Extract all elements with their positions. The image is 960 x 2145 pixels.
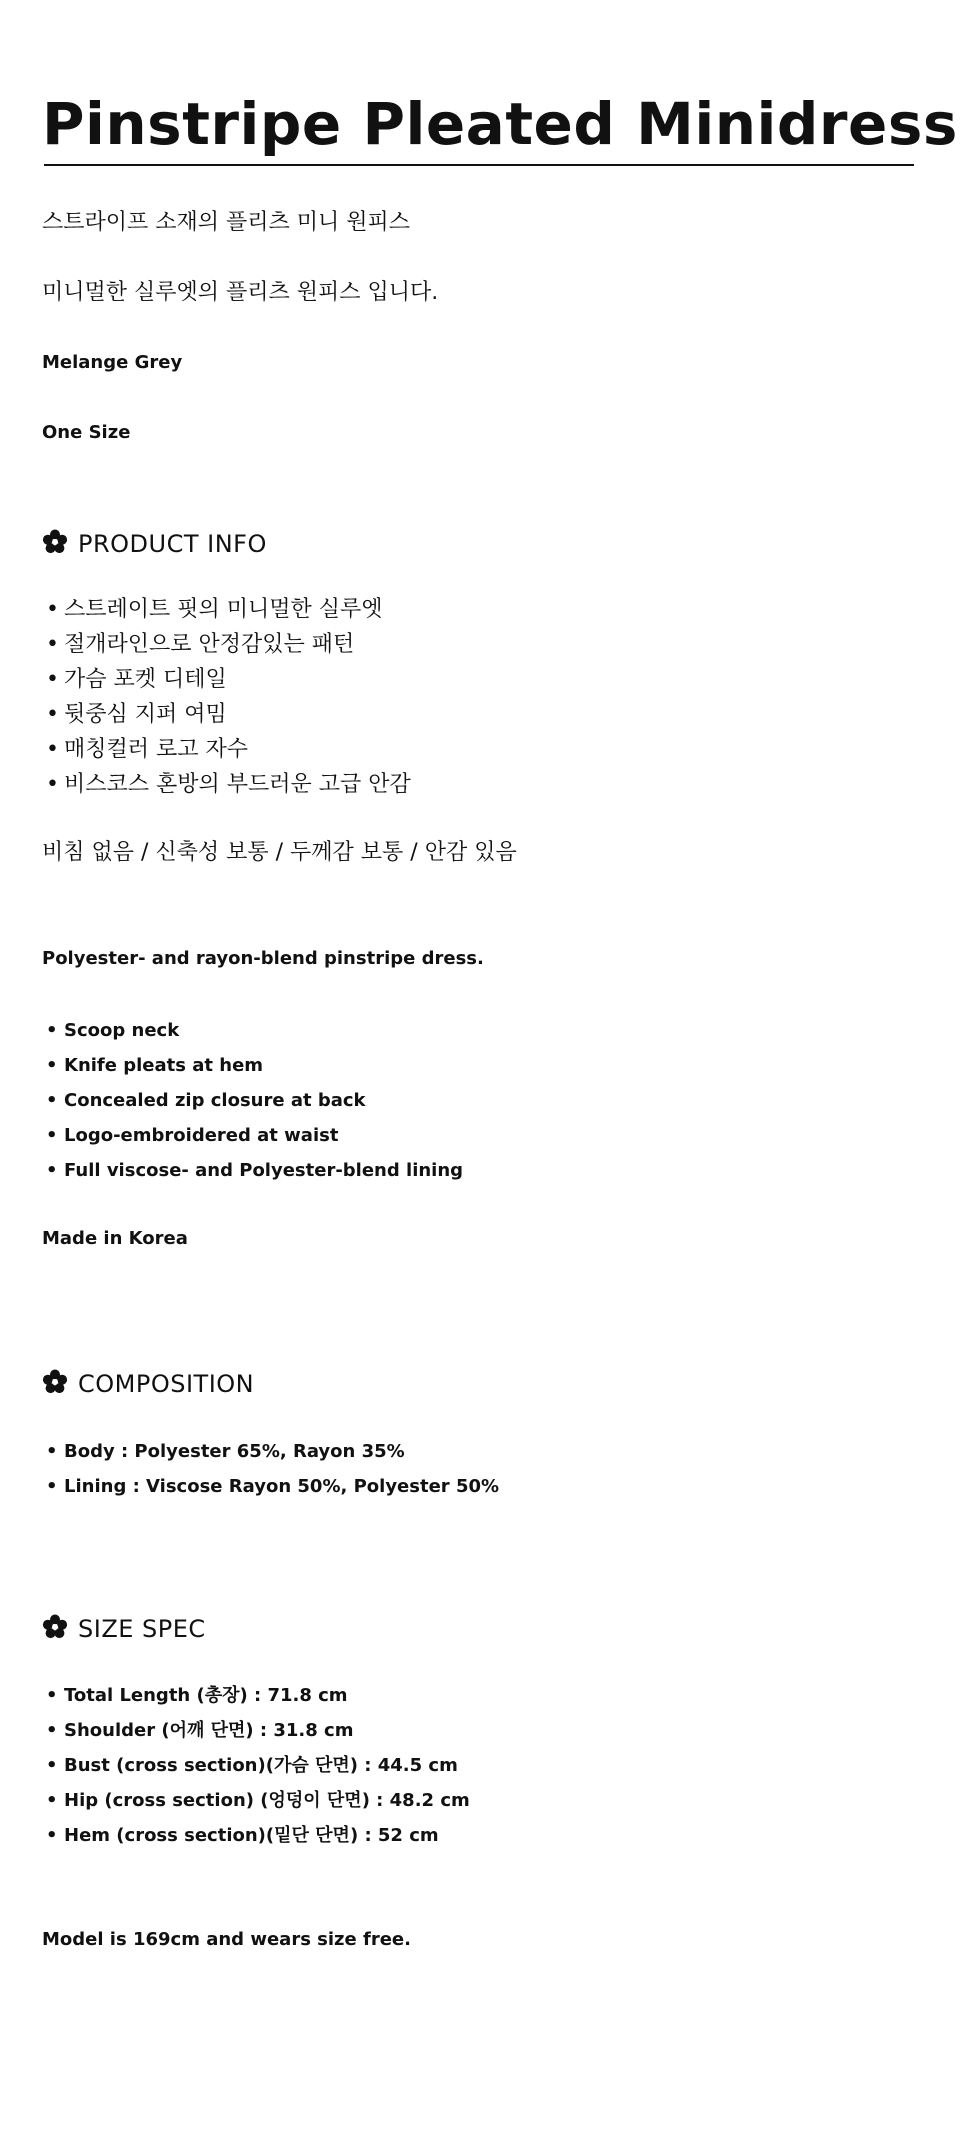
fabric-properties-korean: 비침 없음 / 신축성 보통 / 두께감 보통 / 안감 있음 bbox=[42, 840, 517, 865]
product-info-heading-text: PRODUCT INFO bbox=[78, 530, 267, 558]
description-korean: 미니멀한 실루엣의 플리츠 원피스 입니다. bbox=[42, 280, 439, 305]
origin-text: Made in Korea bbox=[42, 1228, 188, 1249]
bullet: • bbox=[46, 667, 59, 692]
bullet: • bbox=[46, 1790, 58, 1811]
subtitle-korean: 스트라이프 소재의 플리츠 미니 원피스 bbox=[42, 210, 411, 235]
product-info-list-korean bbox=[42, 592, 411, 802]
size-name: One Size bbox=[42, 422, 131, 443]
bullet: • bbox=[46, 1160, 58, 1181]
bullet: • bbox=[46, 597, 59, 622]
bullet: • bbox=[46, 1755, 58, 1776]
bullet: • bbox=[46, 1125, 58, 1146]
bullet: • bbox=[46, 702, 59, 727]
description-english: Polyester- and rayon-blend pinstripe dress. bbox=[42, 948, 484, 969]
list-item: • Scoop neck bbox=[42, 1013, 463, 1048]
bullet: • bbox=[46, 737, 59, 762]
bullet: • bbox=[46, 1020, 58, 1041]
bullet: • bbox=[46, 1720, 58, 1741]
list-item: • Concealed zip closure at back bbox=[42, 1083, 463, 1118]
flower-icon bbox=[42, 1369, 68, 1395]
list-item: • Hip (cross section) (엉덩이 단면) : 48.2 cm bbox=[42, 1783, 470, 1818]
composition-list bbox=[42, 1434, 499, 1504]
bullet: • bbox=[46, 1441, 58, 1462]
bullet: • bbox=[46, 632, 59, 657]
list-item: • Body : Polyester 65%, Rayon 35% bbox=[42, 1434, 499, 1469]
page-title: Pinstripe Pleated Minidress bbox=[42, 90, 958, 158]
list-item: • Full viscose- and Polyester-blend lining bbox=[42, 1153, 463, 1188]
size-spec-heading-text: SIZE SPEC bbox=[78, 1615, 206, 1643]
color-name: Melange Grey bbox=[42, 352, 183, 373]
list-item: • Shoulder (어깨 단면) : 31.8 cm bbox=[42, 1713, 470, 1748]
model-note: Model is 169cm and wears size free. bbox=[42, 1929, 411, 1950]
list-item: • 스트레이트 핏의 미니멀한 실루엣 bbox=[42, 592, 411, 627]
bullet: • bbox=[46, 1055, 58, 1076]
size-spec-heading bbox=[42, 1613, 206, 1645]
list-item: • Lining : Viscose Rayon 50%, Polyester 50% bbox=[42, 1469, 499, 1504]
bullet: • bbox=[46, 772, 59, 797]
product-info-heading bbox=[42, 528, 267, 560]
list-item: • 절개라인으로 안정감있는 패턴 bbox=[42, 627, 411, 662]
bullet: • bbox=[46, 1685, 58, 1706]
list-item: • 매칭컬러 로고 자수 bbox=[42, 732, 411, 767]
flower-icon bbox=[42, 529, 68, 555]
list-item: • 뒷중심 지퍼 여밈 bbox=[42, 697, 411, 732]
list-item: • Logo-embroidered at waist bbox=[42, 1118, 463, 1153]
bullet: • bbox=[46, 1476, 58, 1497]
composition-heading bbox=[42, 1368, 254, 1400]
size-spec-list bbox=[42, 1678, 470, 1853]
list-item: • 가슴 포켓 디테일 bbox=[42, 662, 411, 697]
product-info-list-english bbox=[42, 1013, 463, 1188]
bullet: • bbox=[46, 1825, 58, 1846]
flower-icon bbox=[42, 1614, 68, 1640]
list-item: • 비스코스 혼방의 부드러운 고급 안감 bbox=[42, 767, 411, 802]
list-item: • Bust (cross section)(가슴 단면) : 44.5 cm bbox=[42, 1748, 470, 1783]
list-item: • Total Length (총장) : 71.8 cm bbox=[42, 1678, 470, 1713]
list-item: • Hem (cross section)(밑단 단면) : 52 cm bbox=[42, 1818, 470, 1853]
composition-heading-text: COMPOSITION bbox=[78, 1370, 255, 1398]
list-item: • Knife pleats at hem bbox=[42, 1048, 463, 1083]
bullet: • bbox=[46, 1090, 58, 1111]
title-divider bbox=[44, 164, 914, 166]
